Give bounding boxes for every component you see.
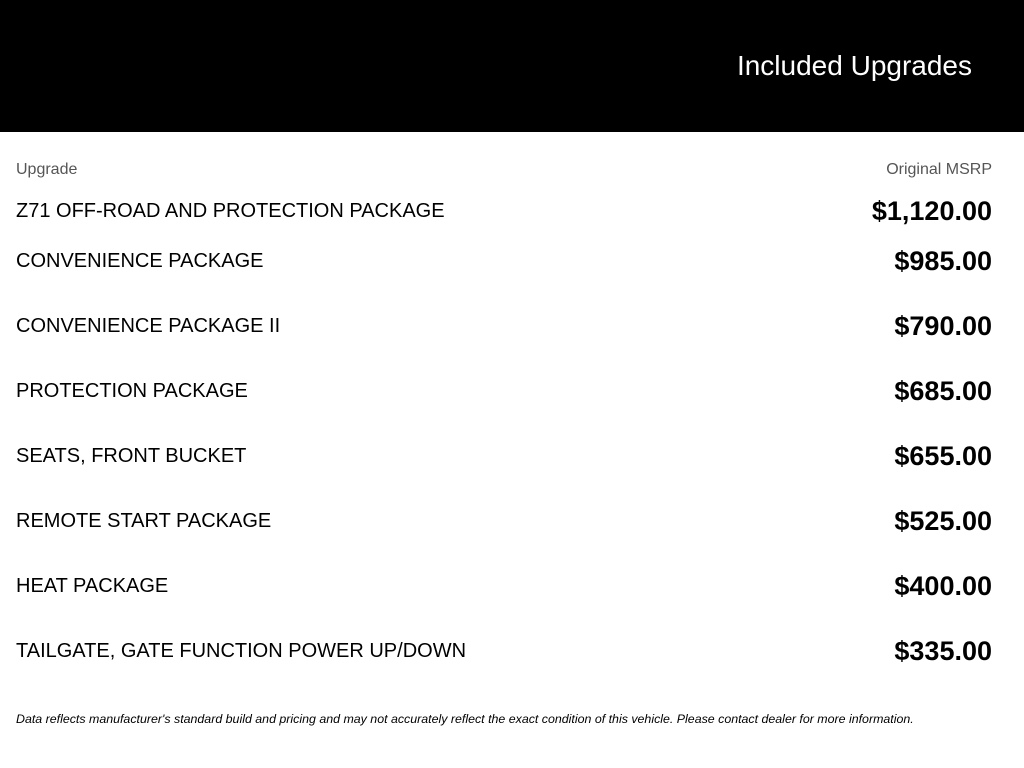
upgrade-name: PROTECTION PACKAGE: [16, 379, 248, 402]
table-row: [16, 358, 992, 423]
table-row: [16, 488, 992, 553]
upgrade-rows: [16, 193, 992, 683]
header-banner: [0, 0, 1024, 132]
table-row: [16, 193, 992, 228]
upgrades-table: [16, 160, 992, 683]
upgrade-name: HEAT PACKAGE: [16, 574, 169, 597]
upgrade-name: Z71 OFF-ROAD AND PROTECTION PACKAGE: [16, 199, 445, 222]
upgrade-price: $790.00: [894, 310, 992, 341]
table-row: [16, 618, 992, 683]
upgrade-price: $335.00: [894, 635, 992, 666]
upgrade-price: $1,120.00: [871, 195, 992, 226]
page-title: Included Upgrades: [736, 50, 972, 81]
upgrade-price: $655.00: [894, 440, 992, 471]
table-row: [16, 293, 992, 358]
disclaimer-text: Data reflects manufacturer's standard build and pricing and may not accurately reflect the exact condition of this vehicle. Please contact dealer for more information.: [16, 712, 914, 726]
upgrade-name: CONVENIENCE PACKAGE II: [16, 314, 281, 337]
upgrade-name: REMOTE START PACKAGE: [16, 509, 272, 532]
upgrade-price: $400.00: [894, 570, 992, 601]
table-row: [16, 228, 992, 293]
upgrade-name: CONVENIENCE PACKAGE: [16, 249, 264, 272]
upgrade-name: TAILGATE, GATE FUNCTION POWER UP/DOWN: [16, 639, 467, 662]
table-row: [16, 553, 992, 618]
upgrade-price: $525.00: [894, 505, 992, 536]
column-headers: [16, 160, 992, 180]
upgrade-name: SEATS, FRONT BUCKET: [16, 444, 247, 467]
upgrade-price: $985.00: [894, 245, 992, 276]
column-header-upgrade: Upgrade: [16, 161, 78, 178]
table-row: [16, 423, 992, 488]
upgrade-price: $685.00: [894, 375, 992, 406]
column-header-msrp: Original MSRP: [886, 161, 992, 178]
